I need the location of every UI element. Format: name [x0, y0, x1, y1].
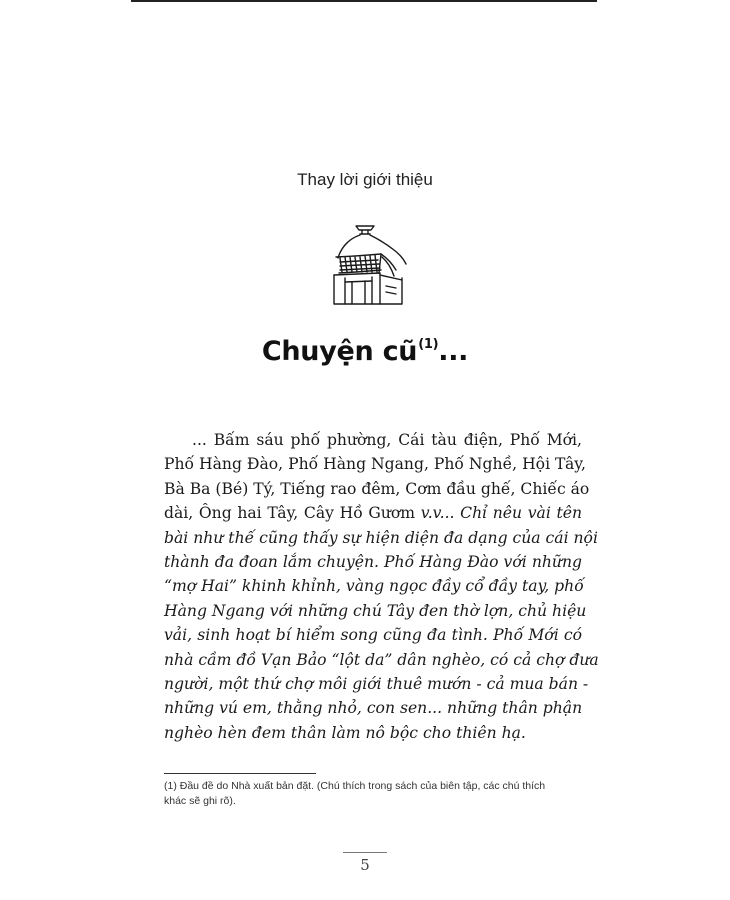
footnote-divider	[164, 773, 316, 774]
body-text-segment: Phố Hàng Đào, Phố Hàng Ngang, Phố Nghề, Hội Tây,	[164, 455, 586, 474]
body-text-segment: nghèo hèn đem thân làm nô bộc cho thiên hạ.	[164, 723, 526, 742]
body-text-segment: thành đa đoan lắm chuyện. Phố Hàng Đào với những	[164, 553, 582, 572]
body-text-segment: vải, sinh hoạt bí hiểm song cũng đa tình. Phố Mới có	[164, 626, 582, 645]
body-line	[164, 452, 586, 476]
body-text-segment: những vú em, thằng nhỏ, con sen... những thân phận	[164, 699, 583, 718]
page-number: 5	[360, 856, 370, 874]
body-text-segment: Bà Ba (Bé) Tý, Tiếng rao đêm, Cơm đầu ghế, Chiếc áo	[164, 479, 590, 498]
footnote-line: (1) Đầu đề do Nhà xuất bản đặt. (Chú thích trong sách của biên tập, các chú thích	[164, 780, 546, 792]
body-text-segment: nhà cầm đồ Vạn Bảo “lột da” dân nghèo, có cả chợ đưa	[164, 650, 599, 669]
body-line	[164, 428, 582, 452]
body-text-segment: “mợ Hai” khinh khỉnh, vàng ngọc đầy cổ đầy tay, phố	[164, 577, 584, 596]
body-line	[164, 623, 582, 647]
body-line	[164, 599, 587, 623]
body-text-segment: ... Bấm sáu phố phường, Cái tàu điện, Phố Mới,	[192, 431, 582, 449]
body-text-segment: dài, Ông hai Tây, Cây Hồ Gươm	[164, 504, 421, 523]
body-line	[164, 696, 582, 720]
chapter-title	[0, 336, 730, 367]
body-line	[164, 477, 590, 501]
body-line	[164, 721, 582, 745]
footnote	[164, 779, 584, 809]
body-line	[164, 526, 598, 550]
body-line	[164, 501, 582, 525]
preface-label: Thay lời giới thiệu	[297, 170, 433, 189]
footnote-line: khác sẽ ghi rõ).	[164, 795, 236, 807]
body-text-segment: người, một thứ chợ môi giới thuê mướn - cả mua bán -	[164, 675, 589, 694]
chapter-title-text: Chuyện cũ	[261, 336, 418, 367]
body-line	[164, 648, 599, 672]
traditional-house-icon	[318, 220, 412, 314]
page-number-rule	[343, 852, 387, 853]
body-line	[164, 574, 582, 598]
top-divider	[131, 0, 597, 2]
body-paragraph	[164, 428, 599, 745]
chapter-title-suffix: ...	[438, 336, 469, 367]
body-line	[164, 672, 589, 696]
title-footnote-mark: (1)	[418, 337, 439, 352]
body-line	[164, 550, 582, 574]
body-text-segment: bài như thế cũng thấy sự hiện diện đa dạng của cái nội	[164, 528, 598, 547]
body-text-segment: v.v... Chỉ nêu vài tên	[420, 504, 582, 523]
body-text-segment: Hàng Ngang với những chú Tây đen thờ lợn, chủ hiệu	[164, 601, 587, 620]
